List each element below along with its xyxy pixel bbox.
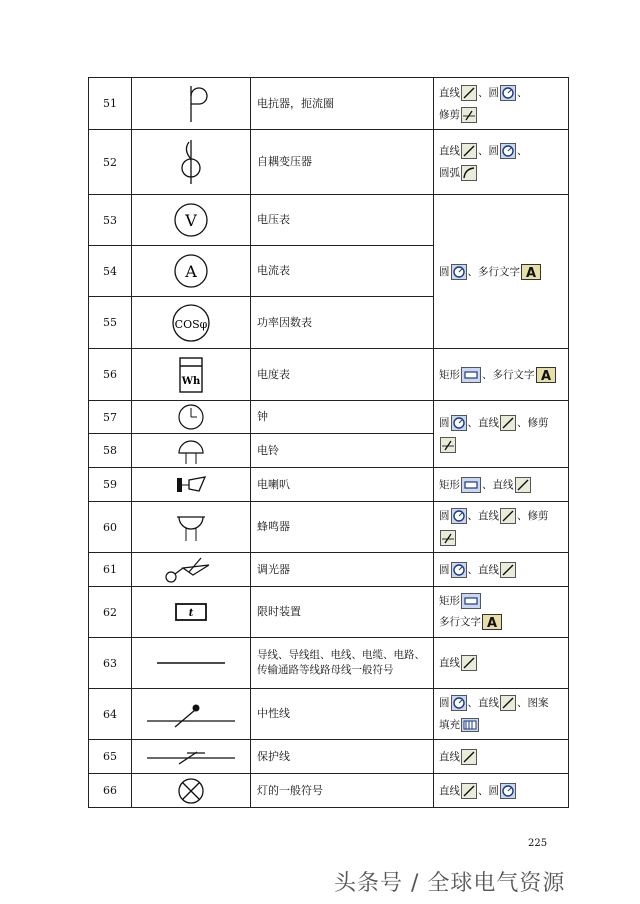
reactor-symbol	[132, 78, 251, 130]
tool-label: 圆	[439, 697, 450, 709]
tool-label: 图案	[527, 697, 549, 709]
meter-letter: Wh	[181, 375, 201, 387]
separator: 、	[517, 417, 528, 429]
line-tool-icon	[461, 749, 477, 765]
symbol-name: 调光器	[251, 553, 434, 587]
arc-tool-icon	[461, 165, 477, 181]
tool-label: 圆	[439, 510, 450, 522]
circle-tool-icon	[500, 783, 516, 799]
symbol-name: 钟	[251, 401, 434, 434]
table-row	[89, 638, 569, 689]
symbol-name: 电铃	[251, 434, 434, 468]
row-number: 56	[89, 349, 132, 401]
separator: 、	[517, 86, 528, 99]
row-number: 53	[89, 195, 132, 246]
tool-label: 圆	[439, 265, 450, 278]
symbol-name: 电抗器，扼流圈	[251, 78, 434, 130]
line-tool-icon	[500, 695, 516, 711]
table-row	[89, 740, 569, 774]
row-number: 54	[89, 246, 132, 297]
rect-tool-icon	[461, 477, 481, 493]
symbol-name: 电压表	[251, 195, 434, 246]
separator: 、	[467, 417, 478, 429]
separator: 、	[517, 697, 528, 709]
trim-tool-icon	[440, 530, 456, 546]
table-row	[89, 130, 569, 195]
bell-symbol	[132, 434, 251, 468]
horn-symbol	[132, 468, 251, 502]
circle-tool-icon	[500, 85, 516, 101]
circle-tool-icon	[451, 415, 467, 431]
table-row	[89, 587, 569, 638]
tools-cell	[434, 740, 569, 774]
dimmer-symbol	[132, 553, 251, 587]
separator: 、	[467, 265, 478, 278]
row-number: 66	[89, 774, 132, 808]
symbol-name: 导线、导线组、电线、电缆、电路、传输通路等线路母线一般符号	[251, 638, 434, 689]
tools-cell	[434, 401, 569, 468]
symbol-name: 蜂鸣器	[251, 502, 434, 553]
trim-tool-icon	[440, 437, 456, 453]
neutral-line-symbol	[132, 689, 251, 740]
protective-line-symbol	[132, 740, 251, 774]
symbol-name: 灯的一般符号	[251, 774, 434, 808]
tools-cell	[434, 689, 569, 740]
tools-cell	[434, 468, 569, 502]
table-row	[89, 78, 569, 130]
symbol-name: 保护线	[251, 740, 434, 774]
row-number: 65	[89, 740, 132, 774]
time-limit-device-symbol	[132, 587, 251, 638]
symbol-name: 中性线	[251, 689, 434, 740]
row-number: 59	[89, 468, 132, 502]
mtext-tool-icon	[482, 614, 502, 630]
tools-cell	[434, 349, 569, 401]
row-number: 57	[89, 401, 132, 434]
separator: 、	[478, 86, 489, 99]
symbol-name: 功率因数表	[251, 297, 434, 349]
ammeter-symbol	[132, 246, 251, 297]
row-number: 51	[89, 78, 132, 130]
tools-cell	[434, 130, 569, 195]
tool-label: 修剪	[439, 108, 460, 121]
meter-letter: V	[185, 211, 197, 230]
table-row	[89, 468, 569, 502]
symbol-name: 限时装置	[251, 587, 434, 638]
tool-label: 填充	[439, 719, 460, 731]
circle-tool-icon	[451, 562, 467, 578]
rect-tool-icon	[461, 367, 481, 383]
meter-letter: COSφ	[174, 317, 208, 331]
line-tool-icon	[515, 477, 531, 493]
tool-label: 圆	[488, 86, 499, 99]
watt-hour-meter-symbol	[132, 349, 251, 401]
tool-label: 圆弧	[439, 167, 460, 179]
circle-tool-icon	[451, 695, 467, 711]
tool-label: 修剪	[527, 510, 549, 522]
row-number: 61	[89, 553, 132, 587]
line-tool-icon	[461, 85, 477, 101]
tool-label: 直线	[478, 510, 499, 522]
tool-label: 直线	[439, 86, 460, 99]
tools-cell	[434, 774, 569, 808]
tools-cell	[434, 553, 569, 587]
tool-label: 圆	[439, 563, 450, 576]
device-letter: t	[188, 608, 194, 619]
tools-cell	[434, 502, 569, 553]
tools-cell	[434, 638, 569, 689]
tools-cell	[434, 78, 569, 130]
tool-label: 直线	[492, 478, 514, 491]
watermark: 头条号 / 全球电气资源	[334, 871, 566, 896]
power-factor-meter-symbol	[132, 297, 251, 349]
clock-symbol	[132, 401, 251, 434]
tool-label: 圆	[488, 784, 499, 797]
separator: 、	[467, 563, 478, 576]
rect-tool-icon	[461, 593, 481, 609]
tool-label: 多行文字	[439, 616, 481, 628]
row-number: 64	[89, 689, 132, 740]
table-row	[89, 502, 569, 553]
separator: 、	[467, 510, 478, 522]
tool-label: 直线	[478, 417, 499, 429]
tool-label: 直线	[439, 657, 460, 669]
mtext-tool-icon	[536, 367, 556, 383]
tool-label: 直线	[439, 750, 460, 763]
mtext-tool-icon	[521, 264, 541, 280]
table-row	[89, 689, 569, 740]
trim-tool-icon	[461, 107, 477, 123]
tool-label: 多行文字	[492, 368, 535, 381]
symbol-name: 电喇叭	[251, 468, 434, 502]
symbol-table	[88, 77, 569, 808]
row-number: 63	[89, 638, 132, 689]
separator: 、	[517, 145, 528, 157]
table-row	[89, 401, 569, 434]
line-tool-icon	[500, 415, 516, 431]
symbol-name: 自耦变压器	[251, 130, 434, 195]
row-number: 60	[89, 502, 132, 553]
tool-label: 圆	[488, 145, 499, 157]
hatch-tool-icon	[461, 718, 479, 732]
tool-label: 直线	[478, 697, 499, 709]
symbol-name: 电流表	[251, 246, 434, 297]
line-tool-icon	[461, 143, 477, 159]
page-number: 225	[528, 838, 548, 849]
row-number: 55	[89, 297, 132, 349]
tool-label: 矩形	[439, 478, 460, 491]
tool-label: 直线	[478, 563, 499, 576]
autotransformer-symbol	[132, 130, 251, 195]
symbol-name: 电度表	[251, 349, 434, 401]
tool-label: 圆	[439, 417, 450, 429]
circle-tool-icon	[451, 508, 467, 524]
line-tool-icon	[461, 783, 477, 799]
row-number: 52	[89, 130, 132, 195]
table-row	[89, 774, 569, 808]
conductor-line-symbol	[132, 638, 251, 689]
line-tool-icon	[461, 655, 477, 671]
table-row	[89, 553, 569, 587]
tool-label: 直线	[439, 145, 460, 157]
table-row	[89, 349, 569, 401]
tool-label: 矩形	[439, 368, 460, 381]
separator: 、	[482, 478, 493, 491]
lamp-symbol	[132, 774, 251, 808]
circle-tool-icon	[500, 143, 516, 159]
tool-label: 修剪	[527, 417, 549, 429]
row-number: 58	[89, 434, 132, 468]
line-tool-icon	[500, 562, 516, 578]
row-number: 62	[89, 587, 132, 638]
voltmeter-symbol	[132, 195, 251, 246]
tool-label: 矩形	[439, 595, 460, 607]
separator: 、	[478, 784, 489, 797]
tools-cell	[434, 587, 569, 638]
separator: 、	[517, 510, 528, 522]
buzzer-symbol	[132, 502, 251, 553]
tools-cell	[434, 195, 569, 349]
tool-label: 多行文字	[478, 265, 520, 278]
separator: 、	[482, 368, 493, 381]
meter-letter: A	[185, 262, 197, 281]
line-tool-icon	[500, 508, 516, 524]
separator: 、	[467, 697, 478, 709]
separator: 、	[478, 145, 489, 157]
tool-label: 直线	[439, 784, 460, 797]
circle-tool-icon	[451, 264, 467, 280]
table-row	[89, 195, 569, 246]
